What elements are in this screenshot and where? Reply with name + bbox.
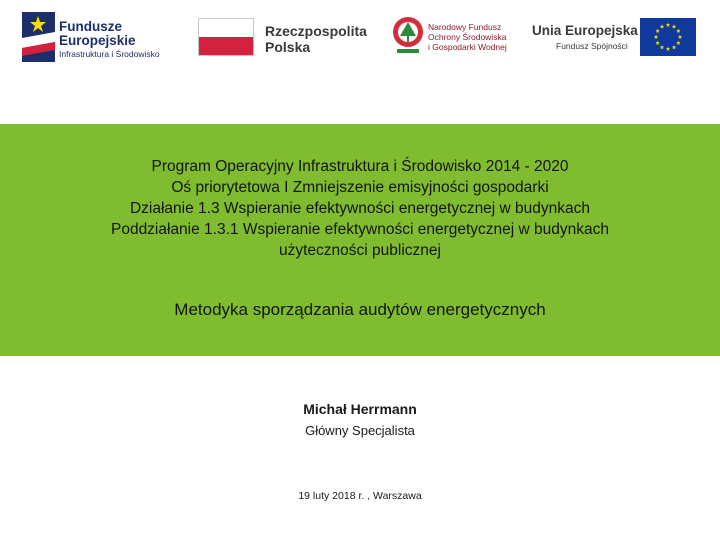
nfosigw-logo	[392, 12, 512, 62]
title-line-subaction: Poddziałanie 1.3.1 Wspieranie efektywności energetycznej w budynkach	[110, 221, 609, 238]
eu-flag-icon	[640, 18, 696, 56]
title-line-program: Program Operacyjny Infrastruktura i Środowisko 2014 - 2020	[151, 158, 569, 175]
rzeczpospolita-polska-logo	[198, 12, 368, 62]
polish-flag-icon	[198, 18, 254, 56]
author-name: Michał Herrmann	[303, 401, 417, 417]
title-block	[0, 156, 720, 261]
fundusze-line3: Infrastruktura i Środowisko	[59, 49, 160, 59]
fundusze-line1: Fundusze	[59, 19, 122, 34]
nfosigw-tree-icon	[392, 16, 424, 56]
unia-europejska-logo	[532, 12, 702, 62]
nfosigw-line3: i Gospodarki Wodnej	[428, 42, 507, 52]
author-role: Główny Specjalista	[305, 423, 415, 438]
rzeczpospolita-line1: Rzeczpospolita	[265, 23, 367, 39]
fundusze-europejskie-logo	[22, 12, 172, 62]
ue-line2: Fundusz Spójności	[556, 41, 628, 51]
title-line-subaction-cont: użyteczności publicznej	[279, 242, 441, 259]
title-band	[0, 124, 720, 356]
fundusze-line2: Europejskie	[59, 33, 136, 48]
logo-bar	[0, 0, 720, 80]
eu-funds-logo-icon	[22, 12, 55, 62]
rzeczpospolita-line2: Polska	[265, 39, 311, 55]
title-line-priority-axis: Oś priorytetowa I Zmniejszenie emisyjności gospodarki	[171, 179, 549, 196]
nfosigw-line2: Ochrony Środowiska	[428, 32, 507, 42]
title-line-action: Działanie 1.3 Wspieranie efektywności energetycznej w budynkach	[129, 200, 591, 217]
date-place: 19 luty 2018 r. , Warszawa	[298, 490, 422, 502]
presentation-subtitle: Metodyka sporządzania audytów energetycznych	[174, 300, 546, 319]
nfosigw-line1: Narodowy Fundusz	[428, 22, 502, 32]
ue-line1: Unia Europejska	[532, 23, 638, 38]
